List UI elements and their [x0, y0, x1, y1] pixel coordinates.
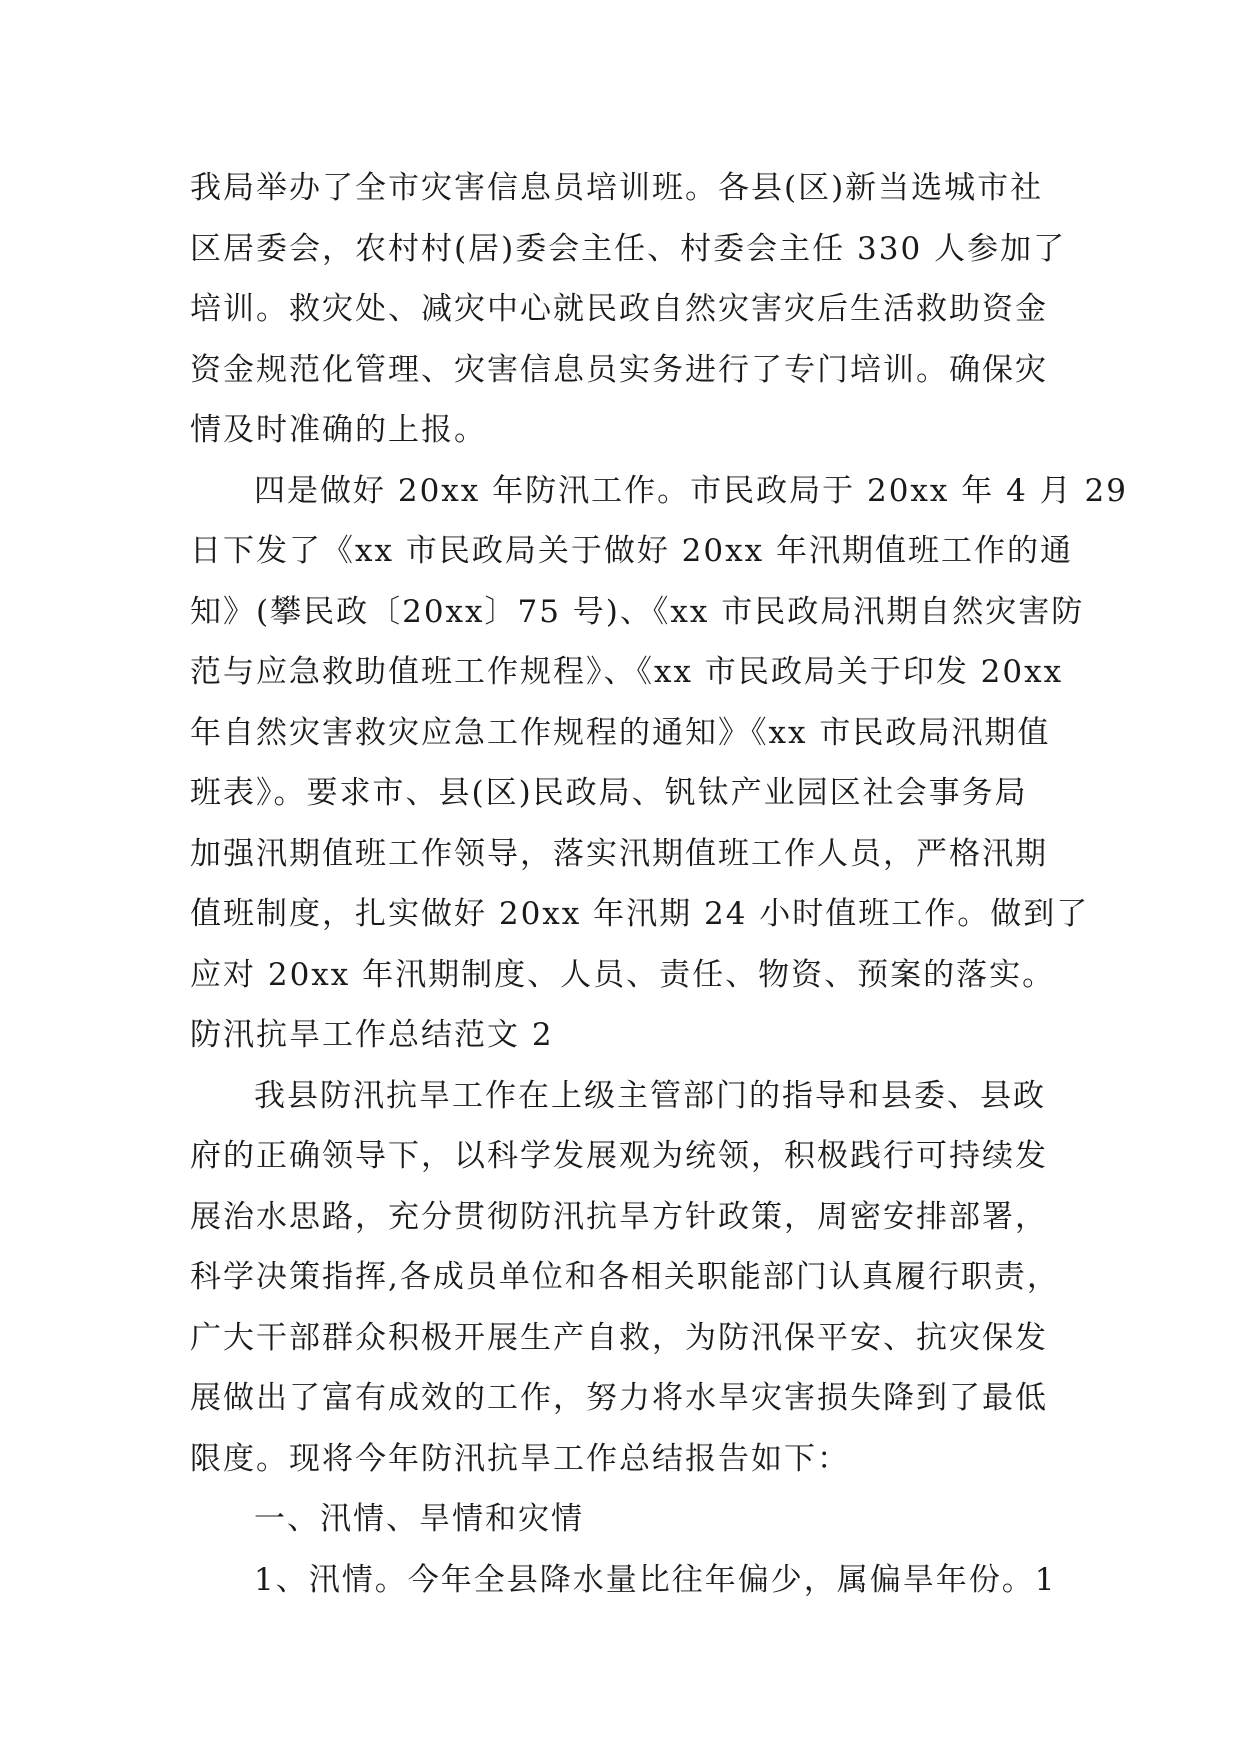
- subsection-heading: 一、汛情、旱情和灾情: [254, 1501, 584, 1537]
- paragraph-start: 1、汛情。今年全县降水量比往年偏少，属偏旱年份。1: [254, 1561, 1057, 1598]
- text-line: 科学决策指挥,各成员单位和各相关职能部门认真履行职责，: [190, 1259, 1060, 1295]
- paragraph-start: 四是做好 20xx 年防汛工作。市民政局于 20xx 年 4 月 29: [254, 472, 1128, 509]
- text-line: 府的正确领导下，以科学发展观为统领，积极践行可持续发: [190, 1138, 1048, 1174]
- text-line: 我局举办了全市灾害信息员培训班。各县(区)新当选城市社: [190, 170, 1044, 206]
- text-line: 加强汛期值班工作领导，落实汛期值班工作人员，严格汛期: [190, 835, 1048, 872]
- text-line: 日下发了《xx 市民政局关于做好 20xx 年汛期值班工作的通: [190, 533, 1073, 569]
- text-line: 资金规范化管理、灾害信息员实务进行了专门培训。确保灾: [190, 351, 1048, 388]
- text-line: 年自然灾害救灾应急工作规程的通知》《xx 市民政局汛期值: [190, 714, 1051, 751]
- text-line: 展治水思路，充分贯彻防汛抗旱方针政策，周密安排部署，: [190, 1198, 1048, 1235]
- text-line: 广大干部群众积极开展生产自救，为防汛保平安、抗灾保发: [190, 1319, 1048, 1356]
- text-line: 知》(攀民政〔20xx〕75 号)、《xx 市民政局汛期自然灾害防: [190, 593, 1085, 630]
- paragraph-start: 我县防汛抗旱工作在上级主管部门的指导和县委、县政: [254, 1077, 1046, 1114]
- text-line: 情及时准确的上报。: [190, 412, 487, 448]
- text-line: 培训。救灾处、减灾中心就民政自然灾害灾后生活救助资金: [190, 291, 1048, 327]
- text-line: 应对 20xx 年汛期制度、人员、责任、物资、预案的落实。: [190, 956, 1056, 993]
- section-heading: 防汛抗旱工作总结范文 2: [190, 1017, 554, 1053]
- text-line: 范与应急救助值班工作规程》、《xx 市民政局关于印发 20xx: [190, 654, 1064, 690]
- text-line: 值班制度，扎实做好 20xx 年汛期 24 小时值班工作。做到了: [190, 896, 1090, 932]
- document-body: [190, 158, 1128, 1610]
- text-line: 区居委会，农村村(居)委会主任、村委会主任 330 人参加了: [190, 230, 1067, 267]
- text-line: 展做出了富有成效的工作，努力将水旱灾害损失降到了最低: [190, 1380, 1048, 1416]
- text-line: 班表》。要求市、县(区)民政局、钒钛产业园区社会事务局: [190, 775, 1028, 811]
- text-line: 限度。现将今年防汛抗旱工作总结报告如下：: [190, 1440, 850, 1477]
